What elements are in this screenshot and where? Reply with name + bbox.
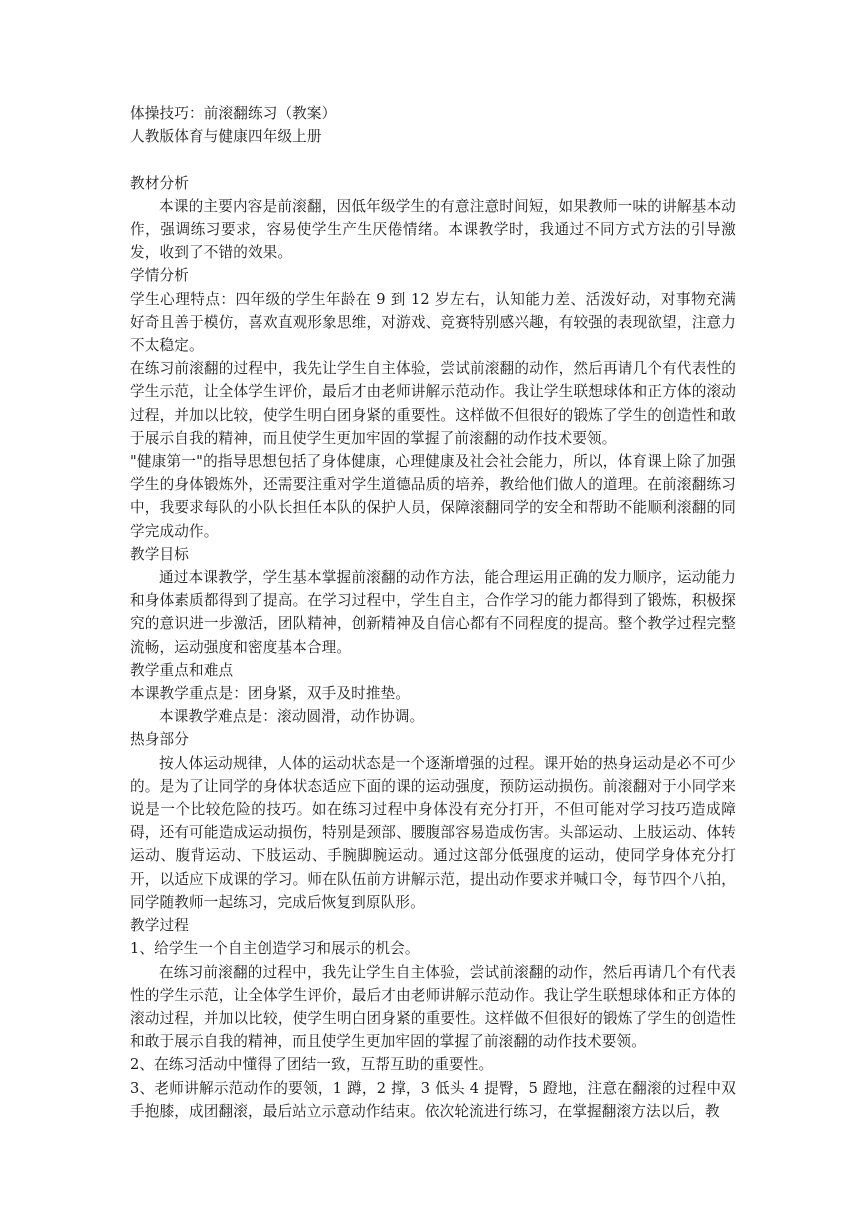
heading-key-points: 教学重点和难点 bbox=[130, 661, 234, 679]
process-item-3: 3、老师讲解示范动作的要领，1 蹲，2 撑，3 低头 4 提臀，5 蹬地，注意在翻滚的过程中双手抱膝，成团翻滚，最后站立示意动作结束。依次轮流进行练习，在掌握翻滚方法以后，教 bbox=[130, 1079, 736, 1120]
document-subtitle: 人教版体育与健康四年级上册 bbox=[130, 128, 322, 146]
heading-warmup: 热身部分 bbox=[130, 731, 189, 749]
paragraph-process-1: 在练习前滚翻的过程中，我先让学生自主体验，尝试前滚翻的动作，然后再请几个有代表性的学生示范，让全体学生评价，最后才由老师讲解示范动作。我让学生联想球体和正方体的滚动过程，并加以比较，使学生明白团身紧的重要性。这样做不但很好的锻炼了学生的创造性和敢于展示自我的精神，而且使学生更加牢固的掌握了前滚翻的动作技术要领。 bbox=[130, 963, 736, 1051]
blank-line bbox=[130, 148, 736, 171]
heading-process: 教学过程 bbox=[130, 917, 189, 935]
document-page bbox=[130, 102, 736, 1123]
paragraph-analysis: 本课的主要内容是前滚翻，因低年级学生的有意注意时间短，如果教师一味的讲解基本动作，强调练习要求，容易使学生产生厌倦情绪。本课教学时，我通过不同方式方法的引导激发，收到了不错的效果。 bbox=[130, 197, 736, 262]
paragraph-learning-2: 在练习前滚翻的过程中，我先让学生自主体验，尝试前滚翻的动作，然后再请几个有代表性的学生示范，让全体学生评价，最后才由老师讲解示范动作。我让学生联想球体和正方体的滚动过程，并加以比较，使学生明白团身紧的重要性。这样做不但很好的锻炼了学生的创造性和敢于展示自我的精神，而且使学生更加牢固的掌握了前滚翻的动作技术要领。 bbox=[130, 360, 736, 447]
paragraph-learning-1: 学生心理特点：四年级的学生年龄在 9 到 12 岁左右，认知能力差、活泼好动，对事物充满好奇且善于模仿，喜欢直观形象思维，对游戏、竞赛特别感兴趣，有较强的表现欲望，注意力不太稳定。 bbox=[130, 290, 736, 355]
heading-learning: 学情分析 bbox=[130, 267, 189, 285]
paragraph-warmup: 按人体运动规律，人体的运动状态是一个逐渐增强的过程。课开始的热身运动是必不可少的。是为了让同学的身体状态适应下面的课的运动强度，预防运动损伤。前滚翻对于小同学来说是一个比较危险的技巧。如在练习过程中身体没有充分打开，不但可能对学习技巧造成障碍，还有可能造成运动损伤，特别是颈部、腰腹部容易造成伤害。头部运动、上肢运动、体转运动、腹背运动、下肢运动、手腕脚腕运动。通过这部分低强度的运动，使同学身体充分打开，以适应下成课的学习。师在队伍前方讲解示范，提出动作要求并喊口令，每节四个八拍，同学随教师一起练习，完成后恢复到原队形。 bbox=[130, 754, 736, 911]
process-item-1: 1、给学生一个自主创造学习和展示的机会。 bbox=[130, 940, 420, 958]
heading-analysis: 教材分析 bbox=[130, 174, 189, 192]
paragraph-learning-3: "健康第一"的指导思想包括了身体健康，心理健康及社会社会能力，所以，体育课上除了加强学生的身体锻炼外，还需要注重对学生道德品质的培养，教给他们做人的道理。在前滚翻练习中，我要求每队的小队长担任本队的保护人员，保障滚翻同学的安全和帮助不能顺利滚翻的同学完成动作。 bbox=[130, 453, 736, 540]
document-title: 体操技巧：前滚翻练习（教案） bbox=[130, 105, 337, 122]
paragraph-difficult-point: 本课教学难点是：滚动圆滑，动作协调。 bbox=[159, 708, 425, 726]
heading-goals: 教学目标 bbox=[130, 545, 189, 563]
paragraph-goals: 通过本课教学，学生基本掌握前滚翻的动作方法，能合理运用正确的发力顺序，运动能力和身体素质都得到了提高。在学习过程中，学生自主，合作学习的能力都得到了锻炼，积极探究的意识进一步激活，团队精神，创新精神及自信心都有不同程度的提高。整个教学过程完整流畅，运动强度和密度基本合理。 bbox=[130, 569, 736, 656]
process-item-2: 2、在练习活动中懂得了团结一致，互帮互助的重要性。 bbox=[130, 1056, 494, 1074]
paragraph-key-point: 本课教学重点是：团身紧，双手及时推垫。 bbox=[130, 685, 411, 703]
